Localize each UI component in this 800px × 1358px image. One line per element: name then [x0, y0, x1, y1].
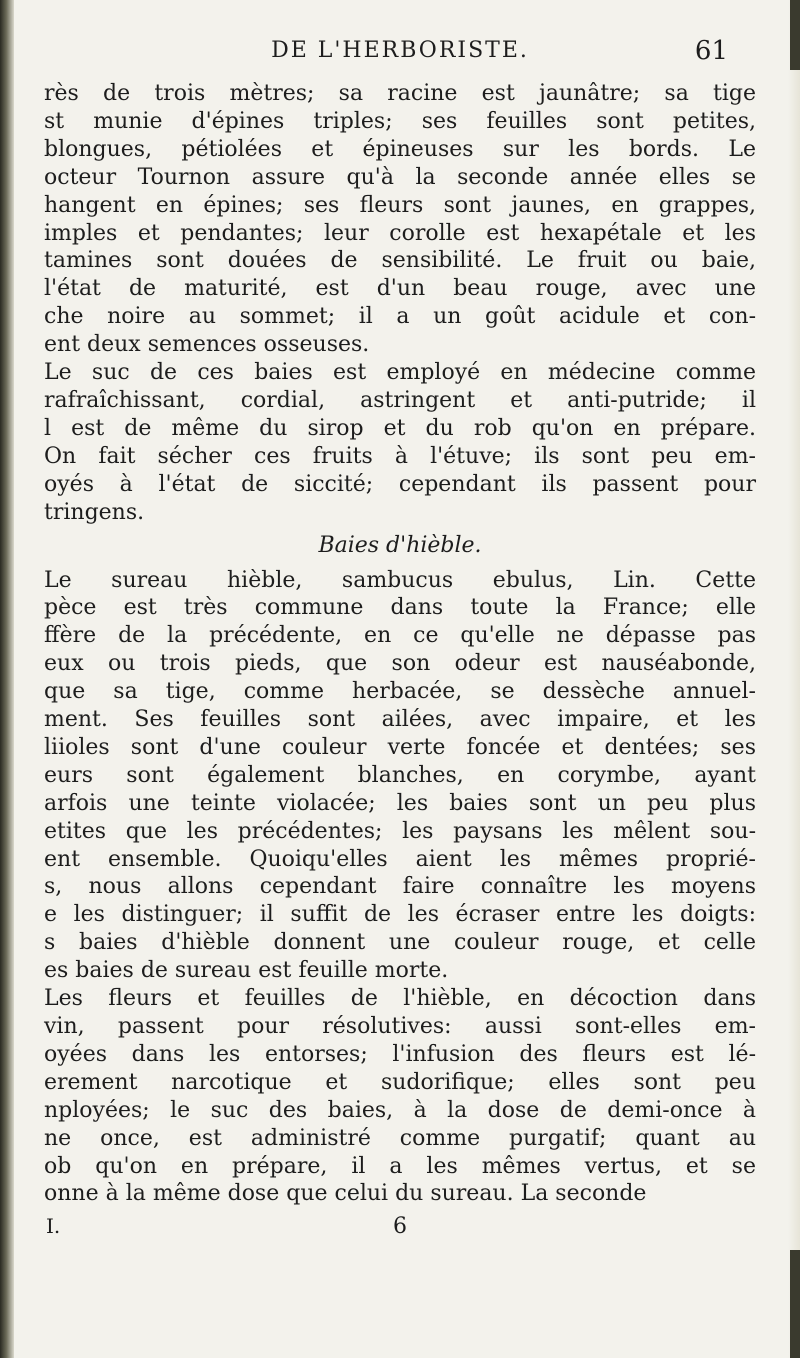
running-title: DE L'HERBORISTE.: [271, 38, 529, 63]
book-page: [44, 38, 756, 1244]
text-line: rafraîchissant, cordial, astringent et anti-putride; il: [44, 387, 756, 413]
text-line: On fait sécher ces fruits à l'étuve; ils sont peu em-: [44, 443, 756, 469]
paragraph-hieble-description: [44, 567, 756, 986]
text-line: etites que les précédentes; les paysans les mêlent sou-: [44, 818, 756, 844]
edge-mark: [790, 0, 800, 70]
text-line: arfois une teinte violacée; les baies sont un peu plus: [44, 790, 756, 816]
text-line: s, nous allons cependant faire connaître les moyens: [44, 874, 756, 900]
text-line: vin, passent pour résolutives: aussi sont-elles em-: [44, 1014, 756, 1039]
text-line: blongues, pétiolées et épineuses sur les bords. Le: [44, 136, 756, 162]
text-line: onne à la même dose que celui du sureau. La seconde: [44, 1181, 647, 1207]
paragraph-hieble-uses: [44, 985, 756, 1208]
text-line: tringens.: [44, 499, 145, 525]
text-line: que sa tige, comme herbacée, se dessèche annuel-: [44, 679, 756, 705]
page-footer: [44, 1214, 756, 1244]
page-edge: [788, 0, 800, 1358]
text-line: ob qu'on en prépare, il a les mêmes vertus, et se: [44, 1153, 756, 1179]
text-line: e les distinguer; il suffit de les écraser entre les doigts:: [44, 902, 756, 928]
text-line: Les fleurs et feuilles de l'hièble, en décoction dans: [44, 986, 756, 1012]
text-line: pèce est très commune dans toute la France; elle: [44, 595, 756, 621]
text-line: s baies d'hièble donnent une couleur rouge, et celle: [44, 930, 756, 956]
page-number: 61: [694, 36, 728, 66]
text-line: eurs sont également blanches, en corymbe, ayant: [44, 762, 756, 788]
edge-mark: [790, 1250, 800, 1358]
text-line: ffère de la précédente, en ce qu'elle ne dépasse pas: [44, 623, 756, 649]
text-line: rès de trois mètres; sa racine est jaunâtre; sa tige: [44, 81, 756, 106]
binding-gutter: [0, 0, 14, 1358]
text-line: oyés à l'état de siccité; cependant ils passent pour: [44, 471, 756, 497]
text-line: hangent en épines; ses fleurs sont jaunes, en grappes,: [44, 192, 756, 218]
text-line: octeur Tournon assure qu'à la seconde année elles se: [44, 164, 756, 190]
paragraph-medicinal-use: [44, 359, 756, 526]
text-line: l'état de maturité, est d'un beau rouge, avec une: [44, 276, 756, 302]
text-line: ne once, est administré comme purgatif; quant au: [44, 1125, 756, 1151]
text-line: Le suc de ces baies est employé en médecine comme: [44, 360, 756, 386]
text-line: es baies de sureau est feuille morte.: [44, 958, 449, 984]
text-line: erement narcotique et sudorifique; elles sont peu: [44, 1069, 756, 1095]
sheet-number: 6: [393, 1214, 407, 1240]
page-header: [44, 38, 756, 80]
paragraph-berberis-description: [44, 80, 756, 359]
section-heading: Baies d'hièble.: [318, 532, 482, 558]
text-line: nployées; le suc des baies, à la dose de demi-once à: [44, 1097, 756, 1123]
text-line: eux ou trois pieds, que son odeur est nauséabonde,: [44, 651, 756, 677]
text-line: Le sureau hièble, sambucus ebulus, Lin. Cette: [44, 567, 756, 593]
text-line: liioles sont d'une couleur verte foncée et dentées; ses: [44, 734, 756, 760]
text-line: ment. Ses feuilles sont ailées, avec impaire, et les: [44, 707, 756, 733]
text-line: oyées dans les entorses; l'infusion des fleurs est lé-: [44, 1041, 756, 1067]
text-line: che noire au sommet; il a un goût acidule et con-: [44, 304, 756, 330]
text-line: l est de même du sirop et du rob qu'on en prépare.: [44, 415, 756, 441]
text-line: imples et pendantes; leur corolle est hexapétale et les: [44, 220, 756, 246]
text-line: ent deux semences osseuses.: [44, 332, 370, 358]
text-line: tamines sont douées de sensibilité. Le fruit ou baie,: [44, 248, 756, 274]
text-line: st munie d'épines triples; ses feuilles sont petites,: [44, 108, 756, 134]
text-line: ent ensemble. Quoiqu'elles aient les mêmes proprié-: [44, 846, 756, 872]
signature-mark: I.: [46, 1214, 61, 1239]
